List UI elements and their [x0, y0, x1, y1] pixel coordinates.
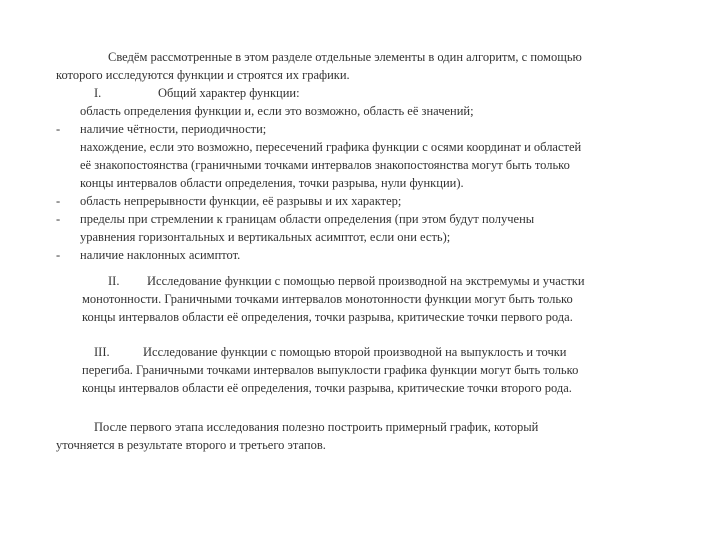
bullet-dash: -	[56, 194, 61, 208]
section1-item-3-line-2: её знакопостоянства (граничными точками интервалов знакопостоянства могут быть только	[80, 158, 570, 172]
closing-line-2: уточняется в результате второго и третьего этапов.	[56, 438, 326, 452]
section1-item-5-line-1: пределы при стремлении к границам области определения (при этом будут получены	[80, 212, 535, 226]
section1-item-6: наличие наклонных асимптот.	[80, 248, 241, 262]
section1-item-3-line-1: нахождение, если это возможно, пересечений графика функции с осями координат и областей	[80, 140, 582, 154]
section1-number: I.	[94, 86, 102, 100]
section2-line-3: концы интервалов области её определения, точки разрыва, критические точки первого рода.	[82, 310, 573, 324]
section3-number: III.	[94, 345, 110, 359]
section2-line-2: монотонности. Граничными точками интервалов монотонности функции могут быть только	[82, 292, 573, 306]
section1-title: Общий характер функции:	[158, 86, 300, 100]
bullet-dash: -	[56, 248, 61, 262]
section3-line-2: перегиба. Граничными точками интервалов выпуклости графика функции могут быть только	[82, 363, 579, 377]
bullet-dash: -	[56, 122, 61, 136]
section1-item-2: наличие чётности, периодичности;	[80, 122, 267, 136]
section2-number: II.	[108, 274, 120, 288]
section1-item-3-line-3: концы интервалов области определения, точки разрыва, нули функции).	[80, 176, 464, 190]
intro-line-1: Сведём рассмотренные в этом разделе отдельные элементы в один алгоритм, с помощью	[108, 50, 582, 64]
section1-item-4: область непрерывности функции, её разрывы и их характер;	[80, 194, 402, 208]
section1-item-5-line-2: уравнения горизонтальных и вертикальных асимптот, если они есть);	[80, 230, 451, 244]
section1-item-1: область определения функции и, если это возможно, область её значений;	[80, 104, 474, 118]
section2-line-1: Исследование функции с помощью первой производной на экстремумы и участки	[147, 274, 585, 288]
intro-line-2: которого исследуются функции и строятся их графики.	[56, 68, 350, 82]
bullet-dash: -	[56, 212, 61, 226]
section3-line-1: Исследование функции с помощью второй производной на выпуклость и точки	[143, 345, 567, 359]
section3-line-3: концы интервалов области её определения, точки разрыва, критические точки второго рода.	[82, 381, 572, 395]
closing-line-1: После первого этапа исследования полезно построить примерный график, который	[94, 420, 539, 434]
